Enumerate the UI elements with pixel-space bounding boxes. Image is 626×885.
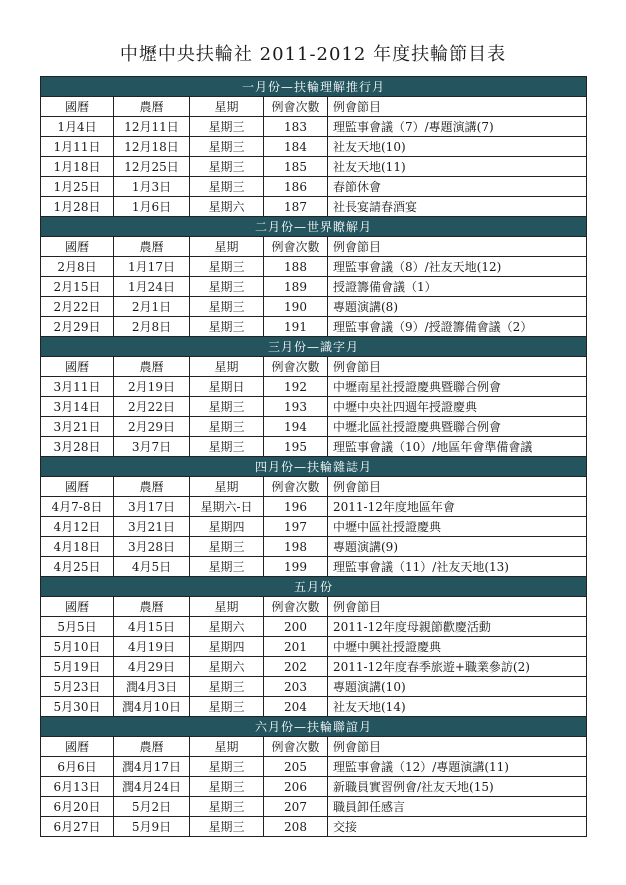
gregorian-date-cell: 1月28日 [41,197,114,217]
program-cell: 職員卸任感言 [328,797,587,817]
weekday-cell: 星期六 [190,617,264,637]
table-row [41,197,587,217]
program-cell: 專題演講(8) [328,297,587,317]
weekday-cell: 星期四 [190,637,264,657]
lunar-date-cell: 潤4月3日 [114,677,190,697]
weekday-cell: 星期三 [190,537,264,557]
program-cell: 2011-12年度春季旅遊+職業參訪(2) [328,657,587,677]
meeting-number-cell: 202 [264,657,328,677]
weekday-cell: 星期六-日 [190,497,264,517]
gregorian-date-cell: 6月6日 [41,757,114,777]
program-cell: 社友天地(14) [328,697,587,717]
column-header: 例會次數 [264,477,328,497]
column-header-row [41,737,587,757]
weekday-cell: 星期三 [190,557,264,577]
lunar-date-cell: 3月28日 [114,537,190,557]
column-header: 例會節目 [328,477,587,497]
column-header: 星期 [190,237,264,257]
page-title: 中壢中央扶輪社 2011-2012 年度扶輪節目表 [119,44,507,65]
lunar-date-cell: 5月9日 [114,817,190,837]
program-cell: 春節休會 [328,177,587,197]
meeting-number-cell: 192 [264,377,328,397]
weekday-cell: 星期三 [190,757,264,777]
lunar-date-cell: 12月11日 [114,117,190,137]
lunar-date-cell: 1月6日 [114,197,190,217]
gregorian-date-cell: 3月14日 [41,397,114,417]
program-cell: 中壢中央社四週年授證慶典 [328,397,587,417]
table-row [41,677,587,697]
weekday-cell: 星期四 [190,517,264,537]
column-header: 星期 [190,477,264,497]
column-header: 例會節目 [328,357,587,377]
program-cell: 2011-12年度地區年會 [328,497,587,517]
table-row [41,657,587,677]
program-cell: 授證籌備會議（1） [328,277,587,297]
table-row [41,117,587,137]
table-row [41,757,587,777]
program-cell: 理監事會議（12）/專題演講(11) [328,757,587,777]
table-row [41,277,587,297]
weekday-cell: 星期三 [190,417,264,437]
lunar-date-cell: 潤4月24日 [114,777,190,797]
meeting-number-cell: 201 [264,637,328,657]
gregorian-date-cell: 1月4日 [41,117,114,137]
gregorian-date-cell: 5月23日 [41,677,114,697]
gregorian-date-cell: 4月25日 [41,557,114,577]
gregorian-date-cell: 1月11日 [41,137,114,157]
table-row [41,617,587,637]
gregorian-date-cell: 6月27日 [41,817,114,837]
gregorian-date-cell: 4月7-8日 [41,497,114,517]
column-header: 例會次數 [264,237,328,257]
lunar-date-cell: 潤4月10日 [114,697,190,717]
gregorian-date-cell: 6月13日 [41,777,114,797]
weekday-cell: 星期三 [190,677,264,697]
table-row [41,497,587,517]
lunar-date-cell: 2月22日 [114,397,190,417]
column-header: 例會次數 [264,737,328,757]
program-cell: 理監事會議（7）/專題演講(7) [328,117,587,137]
meeting-number-cell: 207 [264,797,328,817]
table-row [41,437,587,457]
lunar-date-cell: 5月2日 [114,797,190,817]
table-row [41,417,587,437]
program-cell: 2011-12年度母親節歡慶活動 [328,617,587,637]
table-row [41,137,587,157]
weekday-cell: 星期六 [190,657,264,677]
program-cell: 理監事會議（8）/社友天地(12) [328,257,587,277]
weekday-cell: 星期三 [190,317,264,337]
weekday-cell: 星期三 [190,817,264,837]
program-cell: 理監事會議（11）/社友天地(13) [328,557,587,577]
meeting-number-cell: 193 [264,397,328,417]
lunar-date-cell: 12月18日 [114,137,190,157]
lunar-date-cell: 4月15日 [114,617,190,637]
program-cell: 理監事會議（9）/授證籌備會議（2） [328,317,587,337]
program-cell: 專題演講(10) [328,677,587,697]
lunar-date-cell: 12月25日 [114,157,190,177]
lunar-date-cell: 1月17日 [114,257,190,277]
lunar-date-cell: 4月5日 [114,557,190,577]
month-header-row [41,337,587,357]
column-header-row [41,97,587,117]
meeting-number-cell: 191 [264,317,328,337]
lunar-date-cell: 2月8日 [114,317,190,337]
lunar-date-cell: 2月1日 [114,297,190,317]
column-header: 國曆 [41,737,114,757]
weekday-cell: 星期三 [190,137,264,157]
column-header: 國曆 [41,97,114,117]
meeting-number-cell: 208 [264,817,328,837]
month-title: 三月份—識字月 [41,337,587,357]
program-cell: 中壢中區社授證慶典 [328,517,587,537]
weekday-cell: 星期三 [190,797,264,817]
month-header-row [41,577,587,597]
meeting-number-cell: 183 [264,117,328,137]
table-row [41,537,587,557]
table-row [41,397,587,417]
column-header: 國曆 [41,237,114,257]
weekday-cell: 星期三 [190,117,264,137]
lunar-date-cell: 1月24日 [114,277,190,297]
column-header: 星期 [190,597,264,617]
table-row [41,697,587,717]
table-row [41,377,587,397]
column-header: 國曆 [41,477,114,497]
column-header-row [41,237,587,257]
meeting-number-cell: 198 [264,537,328,557]
month-title: 二月份—世界瞭解月 [41,217,587,237]
lunar-date-cell: 3月17日 [114,497,190,517]
lunar-date-cell: 2月19日 [114,377,190,397]
program-cell: 中壢南星社授證慶典暨聯合例會 [328,377,587,397]
column-header: 例會節目 [328,737,587,757]
table-row [41,777,587,797]
weekday-cell: 星期六 [190,197,264,217]
table-row [41,317,587,337]
column-header-row [41,477,587,497]
gregorian-date-cell: 1月18日 [41,157,114,177]
column-header: 星期 [190,737,264,757]
lunar-date-cell: 1月3日 [114,177,190,197]
column-header: 農曆 [114,357,190,377]
program-cell: 專題演講(9) [328,537,587,557]
lunar-date-cell: 3月21日 [114,517,190,537]
gregorian-date-cell: 3月28日 [41,437,114,457]
column-header: 農曆 [114,597,190,617]
gregorian-date-cell: 2月15日 [41,277,114,297]
meeting-number-cell: 195 [264,437,328,457]
lunar-date-cell: 4月19日 [114,637,190,657]
weekday-cell: 星期三 [190,257,264,277]
meeting-number-cell: 197 [264,517,328,537]
gregorian-date-cell: 6月20日 [41,797,114,817]
column-header: 例會節目 [328,237,587,257]
gregorian-date-cell: 1月25日 [41,177,114,197]
table-row [41,817,587,837]
gregorian-date-cell: 4月12日 [41,517,114,537]
meeting-number-cell: 190 [264,297,328,317]
meeting-number-cell: 187 [264,197,328,217]
gregorian-date-cell: 5月19日 [41,657,114,677]
meeting-number-cell: 205 [264,757,328,777]
meeting-number-cell: 203 [264,677,328,697]
table-row [41,517,587,537]
table-row [41,177,587,197]
meeting-number-cell: 188 [264,257,328,277]
program-cell: 社友天地(11) [328,157,587,177]
program-cell: 交接 [328,817,587,837]
column-header: 農曆 [114,97,190,117]
column-header-row [41,597,587,617]
table-row [41,257,587,277]
table-row [41,557,587,577]
program-cell: 中壢中興社授證慶典 [328,637,587,657]
meeting-number-cell: 199 [264,557,328,577]
table-row [41,157,587,177]
table-row [41,637,587,657]
meeting-number-cell: 186 [264,177,328,197]
meeting-number-cell: 184 [264,137,328,157]
column-header: 農曆 [114,477,190,497]
month-header-row [41,717,587,737]
column-header: 例會次數 [264,357,328,377]
meeting-number-cell: 196 [264,497,328,517]
column-header: 國曆 [41,597,114,617]
column-header: 例會次數 [264,97,328,117]
column-header: 星期 [190,357,264,377]
table-row [41,297,587,317]
column-header: 例會次數 [264,597,328,617]
gregorian-date-cell: 3月11日 [41,377,114,397]
meeting-number-cell: 200 [264,617,328,637]
meeting-number-cell: 206 [264,777,328,797]
lunar-date-cell: 2月29日 [114,417,190,437]
weekday-cell: 星期三 [190,157,264,177]
column-header: 星期 [190,97,264,117]
month-title: 四月份—扶輪雜誌月 [41,457,587,477]
month-header-row [41,217,587,237]
lunar-date-cell: 潤4月17日 [114,757,190,777]
month-title: 五月份 [41,577,587,597]
gregorian-date-cell: 4月18日 [41,537,114,557]
month-header-row [41,457,587,477]
gregorian-date-cell: 5月5日 [41,617,114,637]
weekday-cell: 星期三 [190,277,264,297]
program-cell: 中壢北區社授證慶典暨聯合例會 [328,417,587,437]
gregorian-date-cell: 3月21日 [41,417,114,437]
gregorian-date-cell: 2月29日 [41,317,114,337]
gregorian-date-cell: 2月8日 [41,257,114,277]
weekday-cell: 星期三 [190,437,264,457]
gregorian-date-cell: 5月10日 [41,637,114,657]
weekday-cell: 星期三 [190,697,264,717]
schedule-table [40,76,587,837]
column-header: 例會節目 [328,97,587,117]
weekday-cell: 星期日 [190,377,264,397]
weekday-cell: 星期三 [190,397,264,417]
lunar-date-cell: 4月29日 [114,657,190,677]
gregorian-date-cell: 2月22日 [41,297,114,317]
month-title: 六月份—扶輪聯誼月 [41,717,587,737]
month-header-row [41,77,587,97]
meeting-number-cell: 194 [264,417,328,437]
column-header: 國曆 [41,357,114,377]
column-header: 例會節目 [328,597,587,617]
weekday-cell: 星期三 [190,297,264,317]
weekday-cell: 星期三 [190,777,264,797]
gregorian-date-cell: 5月30日 [41,697,114,717]
meeting-number-cell: 185 [264,157,328,177]
column-header: 農曆 [114,237,190,257]
month-title: 一月份—扶輪理解推行月 [41,77,587,97]
program-cell: 社友天地(10) [328,137,587,157]
weekday-cell: 星期三 [190,177,264,197]
column-header-row [41,357,587,377]
lunar-date-cell: 3月7日 [114,437,190,457]
program-cell: 社長宴請春酒宴 [328,197,587,217]
table-row [41,797,587,817]
meeting-number-cell: 204 [264,697,328,717]
program-cell: 理監事會議（10）/地區年會準備會議 [328,437,587,457]
column-header: 農曆 [114,737,190,757]
program-cell: 新職員實習例會/社友天地(15) [328,777,587,797]
meeting-number-cell: 189 [264,277,328,297]
